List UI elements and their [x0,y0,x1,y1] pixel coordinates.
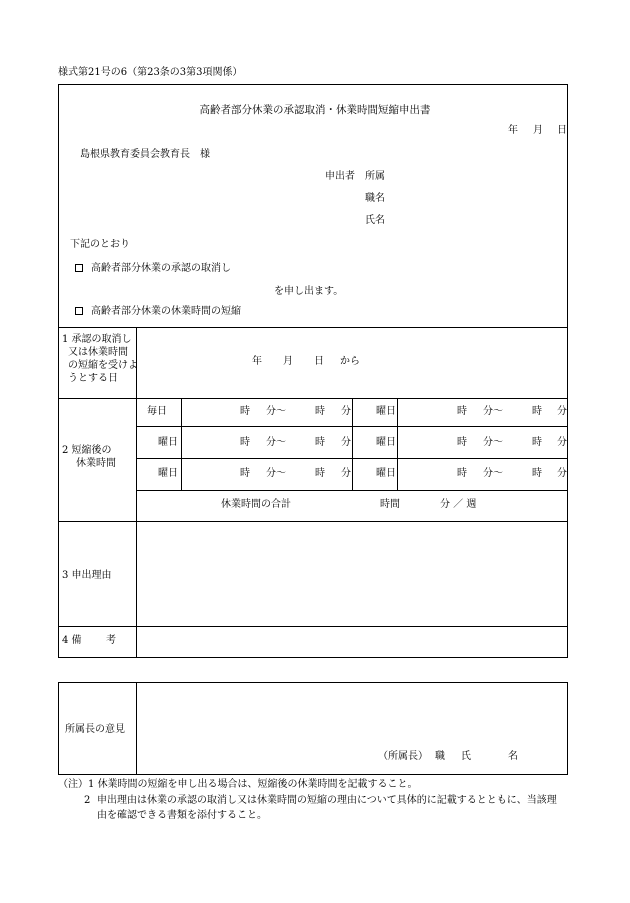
total-label: 休業時間の合計 [221,499,291,510]
row2-left-minute-from: 分～ [266,437,286,448]
option-shorten[interactable] [75,307,241,317]
affiliation-label: 所属 [365,171,385,182]
head-label: （所属長） [378,751,428,762]
row3-left-minute-to: 分 [341,468,351,479]
section2-label: 2 短縮後の 休業時間 [62,445,116,469]
total-hours: 時間 [380,499,400,510]
row2-right-day: 曜日 [376,437,396,448]
row1-left-hour: 時 [240,406,250,417]
section1-day: 日 [314,356,324,367]
option-shorten-label: 高齢者部分休業の休業時間の短縮 [91,306,241,317]
row1-right-day: 曜日 [376,406,396,417]
note-2-line1: 申出理由は休業の承認の取消し又は休業時間の短縮の理由について具体的に記載するとともに、当該理 [97,795,557,806]
date-year: 年 [508,125,518,136]
form-number: 様式第21号の6（第23条の3第3項関係） [58,67,243,78]
opinion-field[interactable] [140,688,560,738]
row3-left-minute-from: 分～ [266,468,286,479]
row1-left-minute-to: 分 [341,406,351,417]
section1-month: 月 [283,356,293,367]
row1-right-hour: 時 [457,406,467,417]
section1-from: から [340,356,360,367]
row2-left-hour: 時 [240,437,250,448]
opinion-label: 所属長の意見 [65,724,125,735]
row3-left-day: 曜日 [158,468,178,479]
section1-label: 1 承認の取消し 又は休業時間 の短縮を受けよ うとする日 [62,334,138,384]
section1-year: 年 [252,356,262,367]
row3-left-hour: 時 [240,468,250,479]
intro-text: 下記のとおり [70,239,130,250]
section3-label: 3 申出理由 [62,570,112,581]
note-2-line2: 由を確認できる書類を添付すること。 [97,810,267,821]
row3-right-minute-to: 分 [557,468,567,479]
head-position: 職 [435,751,445,762]
row2-right-minute-to: 分 [557,437,567,448]
reason-field[interactable] [140,530,560,620]
addressee: 島根県教育委員会教育長 様 [80,149,210,160]
option-cancel[interactable] [75,264,231,274]
row3-right-hour: 時 [457,468,467,479]
row1-right-minute-to: 分 [557,406,567,417]
note-2-num: 2 [84,795,91,806]
row3-right-day: 曜日 [376,468,396,479]
section4-label-num: 4 備 [62,635,82,646]
row2-left-hour-to: 時 [315,437,325,448]
row3-right-minute-from: 分～ [483,468,503,479]
row2-right-hour-to: 時 [532,437,542,448]
section4-label-end: 考 [106,635,116,646]
row2-left-day: 曜日 [158,437,178,448]
note-1: （注）1 休業時間の短縮を申し出る場合は、短縮後の休業時間を記載すること。 [58,779,418,790]
head-name-part2: 名 [508,751,518,762]
row2-left-minute-to: 分 [341,437,351,448]
row1-left-hour-to: 時 [315,406,325,417]
form-title: 高齢者部分休業の承認取消・休業時間短縮申出書 [199,104,431,116]
row1-left-day: 毎日 [147,406,167,417]
row3-right-hour-to: 時 [532,468,542,479]
remarks-field[interactable] [140,630,560,654]
option-cancel-label: 高齢者部分休業の承認の取消し [91,263,231,274]
head-name-part1: 氏 [461,751,471,762]
row1-left-minute-from: 分～ [266,406,286,417]
row1-right-hour-to: 時 [532,406,542,417]
date-day: 日 [557,125,567,136]
checkbox-shorten[interactable] [75,307,83,315]
name-label: 氏名 [365,215,385,226]
total-per-week: 分 ／ 週 [440,499,477,510]
row2-right-hour: 時 [457,437,467,448]
row1-right-minute-from: 分～ [483,406,503,417]
applicant-label: 申出者 [325,171,355,182]
position-label: 職名 [365,193,385,204]
row2-right-minute-from: 分～ [483,437,503,448]
checkbox-cancel[interactable] [75,264,83,272]
date-month: 月 [533,125,543,136]
row3-left-hour-to: 時 [315,468,325,479]
request-text: を申し出ます。 [274,286,344,297]
